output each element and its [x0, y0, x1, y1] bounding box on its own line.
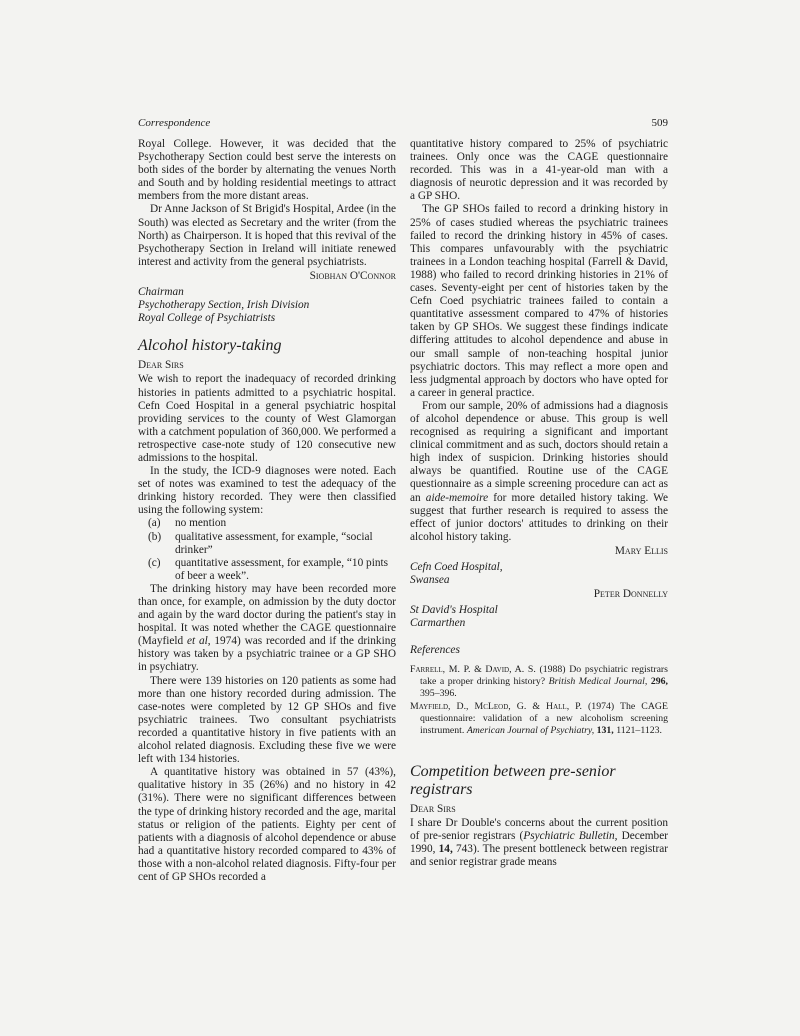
- letter2-signature-2-town: Carmarthen: [410, 617, 466, 630]
- letter2-paragraph-6: The GP SHOs failed to record a drinking history in 25% of cases studied whereas the psychiatric trainees failed to record the drinking history in 45% of cases. This compares unfavourably with the psychiatric trainees in a London teaching hospital (Farrell & David, 1988) who failed to record drinking histories in 21% of cases. Seventy-eight per cent of histories taken by the Cefn Coed psychiatric trainees failed to contain a quantitative assessment compared to 47% of histories taken by GP SHOs. We suggest these findings indicate differing attitudes to alcohol dependence and abuse in our small sample of non-teaching hospital junior psychiatric doctors. This may reflect a more open and less judgmental approach by doctors who have opted for a career in general practice.: [410, 203, 668, 399]
- letter3-paragraph-1: [410, 817, 668, 869]
- classification-text: no mention: [175, 517, 227, 530]
- letter2-paragraph-5: A quantitative history was obtained in 57 (43%), qualitative history in 35 (26%) and no history in 42 (31%). There were no significant differences between the type of drinking history recorded and the age, marital status or religion of the patients. Eighty per cent of patients with a diagnosis of alcohol dependence or abuse had a quantitative history recorded compared to 43% of those with a non-alcohol related diagnosis. Fifty-four per cent of GP SHOs recorded a: [138, 766, 396, 883]
- letter2-paragraph-4: There were 139 histories on 120 patients as some had more than one history recorded during admission. The case-notes were completed by 12 GP SHOs and five psychiatric trainees. Two consultant psychiatrists recorded a quantitative history in five patients with an alcohol related diagnosis. Excluding these five we were left with 134 histories.: [138, 674, 396, 766]
- letter2-signature-2-affiliation: St David's Hospital: [410, 604, 498, 617]
- text-span: December 1990,: [410, 829, 668, 855]
- reference-authors: Farrell, M. P. & David, A. S.: [410, 663, 536, 675]
- journal-volume: 14,: [438, 842, 453, 855]
- text-span: for more detailed history taking. We suggest that further research is required to assess the effect of junior doctors' attitudes to drinking on their alcohol history taking.: [410, 491, 668, 543]
- classification-item-a: [138, 517, 396, 530]
- letter1-affiliation-college: Royal College of Psychiatrists: [138, 312, 276, 325]
- text-span: From our sample, 20% of admissions had a diagnosis of alcohol dependence or abuse. This group is well recognised as requiring a significant and important clinical commitment and as such, doctors should retain a high index of suspicion. Drinking histories should always be quantified. Routine use of the CAGE questionnaire as a simple screening procedure can act as an: [410, 399, 668, 504]
- letter2-signature-1-town: Swansea: [410, 574, 450, 587]
- text-span: I share Dr Double's concerns about the current position of pre-senior registrars (: [410, 816, 668, 842]
- classification-label: (c): [148, 556, 161, 569]
- classification-label: (b): [148, 530, 162, 543]
- reference-1: [410, 664, 668, 700]
- letter2-salutation: Dear Sirs: [138, 359, 184, 372]
- reference-journal: British Medical Journal,: [548, 675, 648, 687]
- letter2-paragraph-2: In the study, the ICD-9 diagnoses were noted. Each set of notes was examined to test the adequacy of the drinking history recorded. They were then classified using the following system:: [138, 465, 396, 517]
- classification-item-b: [138, 531, 396, 557]
- text-span: The drinking history may have been recorded more than once, for example, on admission by the duty doctor and again by the ward doctor during the patient's stay in hospital. It was noted whether the CAGE questionnaire (Mayfield: [138, 582, 396, 648]
- letter2-signature-2: Peter Donnelly: [593, 588, 668, 601]
- reference-title: (1974) The CAGE questionnaire: validation of a new alcoholism screening instrument.: [420, 700, 668, 736]
- letter3-salutation: Dear Sirs: [410, 802, 456, 815]
- reference-volume: 131,: [594, 724, 614, 736]
- running-head-section: Correspondence: [138, 117, 211, 129]
- reference-volume: 296,: [647, 675, 668, 687]
- et-al: et al: [187, 635, 208, 648]
- aide-memoire: aide-memoire: [425, 491, 489, 504]
- letter1-paragraph-2: Dr Anne Jackson of St Brigid's Hospital, Ardee (in the South) was elected as Secretary and the writer (from the North) as Chairperson. It is hoped that this revival of the Psychotherapy Section in Ireland will initiate renewed interest and activity from the general psychiatrists.: [138, 203, 396, 268]
- page-number: 509: [651, 117, 668, 129]
- reference-pages: 1121–1123.: [613, 724, 663, 736]
- letter2-paragraph-7: [410, 400, 668, 544]
- classification-list: [138, 517, 396, 582]
- reference-pages: 395–396.: [420, 687, 457, 699]
- reference-title: (1988) Do psychiatric registrars take a proper drinking history?: [420, 663, 668, 687]
- references-heading: References: [410, 644, 461, 657]
- letter1-paragraph-1: Royal College. However, it was decided that the Psychotherapy Section could best serve the interests on both sides of the border by alternating the venues North and South and by holding residential meetings to attract members from the more distant areas.: [138, 138, 396, 203]
- letter2-paragraph-3: [138, 583, 396, 675]
- letter3-title: Competition between pre-senior registrars: [410, 762, 616, 798]
- letter2-title: Alcohol history-taking: [138, 337, 282, 355]
- letter1-affiliation-section: Psychotherapy Section, Irish Division: [138, 299, 310, 312]
- reference-2: [410, 701, 668, 737]
- right-column: [410, 138, 668, 869]
- letter2-paragraph-1: We wish to report the inadequacy of recorded drinking histories in patients admitted to a psychiatric hospital. Cefn Coed Hospital in a general psychiatric hospital providing services to the county of West Glamorgan with a catchment population of 360,000. We performed a retrospective case-note study of 120 consecutive new admissions to the hospital.: [138, 373, 397, 464]
- letter2-signature-1: Mary Ellis: [614, 544, 668, 557]
- letter2-paragraph-5-continued: quantitative history compared to 25% of psychiatric trainees. Only once was the CAGE questionnaire recorded. This was in a 41-year-old man with a diagnosis of neurotic depression and it was recorded by a GP SHO.: [410, 138, 668, 203]
- text-span: 743). The present bottleneck between registrar and senior registrar grade means: [410, 842, 668, 868]
- text-span: , 1974) was recorded and if the drinking history was taken by a psychiatric trainee or a GP SHO in psychiatry.: [138, 635, 397, 674]
- letter1-affiliation-title: Chairman: [138, 286, 184, 299]
- left-column: [138, 138, 396, 884]
- reference-journal: American Journal of Psychiatry,: [466, 724, 595, 736]
- classification-text: quantitative assessment, for example, “10 pints of beer a week”.: [175, 556, 389, 582]
- classification-label: (a): [148, 517, 161, 530]
- letter2-signature-1-affiliation: Cefn Coed Hospital,: [410, 561, 503, 573]
- reference-authors: Mayfield, D., McLeod, G. & Hall, P.: [410, 700, 582, 712]
- running-head: [138, 117, 668, 133]
- letter1-signature: Siobhan O'Connor: [309, 269, 396, 282]
- classification-item-c: [138, 557, 396, 583]
- journal-name: Psychiatric Bulletin,: [523, 829, 618, 842]
- classification-text: qualitative assessment, for example, “social drinker”: [175, 530, 373, 556]
